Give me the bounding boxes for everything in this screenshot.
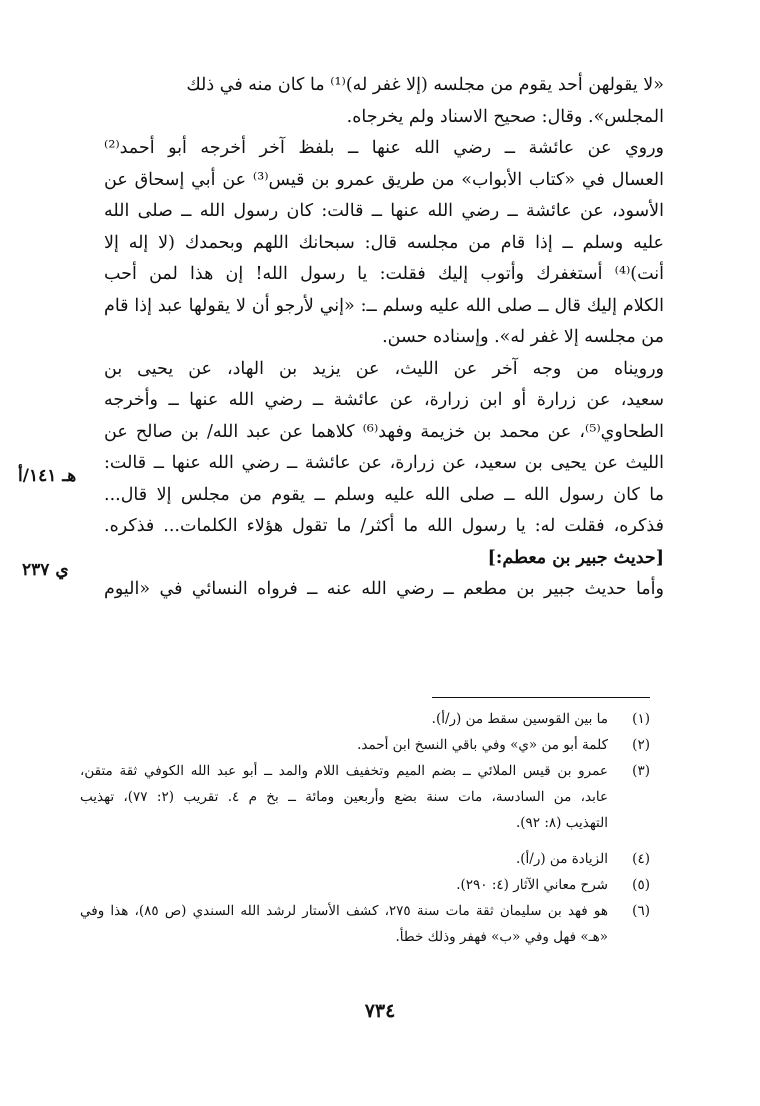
footnote-text: الزيادة من (ر/أ). xyxy=(515,851,608,867)
margin-folio-y: ي ٢٣٧ xyxy=(22,560,69,580)
footnote-5 xyxy=(80,872,650,898)
text-line: سعيد، عن زرارة أو ابن زرارة، عن عائشة ــ رضي الله عنها ــ وأخرجه xyxy=(104,390,664,410)
footnote-number: (٣) xyxy=(632,763,650,779)
text-line: الطحاوي⁽⁵⁾، عن محمد بن خزيمة وفهد⁽⁶⁾ كلاهما عن عبد الله/ بن صالح عن xyxy=(104,421,664,442)
footnote-text: كلمة أبو من «ي» وفي باقي النسخ ابن أحمد. xyxy=(357,737,608,753)
footnote-text: شرح معاني الآثار (٤: ٢٩٠). xyxy=(456,877,608,893)
text-line: عليه وسلم ــ إذا قام من مجلسه قال: سبحانك اللهم وبحمدك (لا إله إلا xyxy=(104,232,664,253)
footnote-separator xyxy=(432,697,650,698)
text-line: وروي عن عائشة ــ رضي الله عنها ــ بلفظ آخر أخرجه أبو أحمد⁽²⁾ xyxy=(104,138,664,158)
footnote-2 xyxy=(80,732,650,758)
main-text xyxy=(104,70,664,606)
footnote-text: عمرو بن قيس الملائي ــ بضم الميم وتخفيف اللام والمد ــ أبو عبد الله الكوفي ثقة متقن، xyxy=(80,763,608,779)
text-line: وأما حديث جبير بن مطعم ــ رضي الله عنه ــ فرواه النسائي في «اليوم xyxy=(104,579,664,599)
footnote-text: عابد، من السادسة، مات سنة بضع وأربعين ومائة ــ بخ م ٤. تقريب (٢: ٧٧)، تهذيب xyxy=(80,789,608,805)
text-line: أنت)⁽⁴⁾ أستغفرك وأتوب إليك فقلت: يا رسول الله! إن هذا لمن أحب xyxy=(104,264,664,284)
text-line: الأسود، عن عائشة ــ رضي الله عنها ــ قالت: كان رسول الله ــ صلى الله xyxy=(104,201,664,221)
text-line: ما كان رسول الله ــ صلى الله عليه وسلم ــ يقوم من مجلس إلا قال... xyxy=(104,484,664,505)
text-line: ورويناه من وجه آخر عن الليث، عن يزيد بن الهاد، عن يحيى بن xyxy=(104,358,664,379)
footnote-number: (٥) xyxy=(632,877,650,893)
text-line: فذكره، فقلت له: يا رسول الله ما أكثر/ ما تقول هؤلاء الكلمات... فذكره. xyxy=(104,516,664,536)
footnote-number: (٢) xyxy=(632,737,650,753)
margin-folio-h: هـ ١٤١/أ xyxy=(18,466,77,486)
footnote-text: ما بين القوسين سقط من (ر/أ). xyxy=(431,711,608,727)
footnote-number: (٤) xyxy=(632,851,650,867)
text-line: الليث عن يحيى بن سعيد، عن زرارة، عن عائشة ــ رضي الله عنها ــ قالت: xyxy=(104,453,664,473)
footnote-text: التهذيب (٨: ٩٢). xyxy=(515,815,608,831)
footnote-3 xyxy=(80,758,650,836)
footnote-number: (١) xyxy=(632,711,650,727)
page-number: ٧٣٤ xyxy=(364,1000,396,1022)
footnote-4 xyxy=(80,846,650,872)
text-line: العسال في «كتاب الأبواب» من طريق عمرو بن قيس⁽³⁾ عن أبي إسحاق عن xyxy=(104,169,664,190)
footnote-text: «هـ» فهل وفي «ب» فهفر وذلك خطأ. xyxy=(395,929,608,945)
text-line: «لا يقولهن أحد يقوم من مجلسه (إلا غفر له)⁽¹⁾ ما كان منه في ذلك xyxy=(186,75,664,95)
footnote-number: (٦) xyxy=(632,903,650,919)
footnote-1 xyxy=(80,706,650,732)
footnotes xyxy=(80,706,650,950)
text-line: المجلس». وقال: صحيح الاسناد ولم يخرجاه. xyxy=(346,106,664,127)
section-heading: [حديث جبير بن معطم:] xyxy=(487,547,664,568)
text-line: من مجلسه إلا غفر له». وإسناده حسن. xyxy=(382,327,664,347)
text-line: الكلام إليك قال ــ صلى الله عليه وسلم ــ: «إني لأرجو أن لا يقولها عبد إذا قام xyxy=(104,295,664,316)
footnote-text: هو فهد بن سليمان ثقة مات سنة ٢٧٥، كشف الأستار لرشد الله السندي (ص ٨٥)، هذا وفي xyxy=(80,903,608,919)
footnote-6 xyxy=(80,898,650,950)
